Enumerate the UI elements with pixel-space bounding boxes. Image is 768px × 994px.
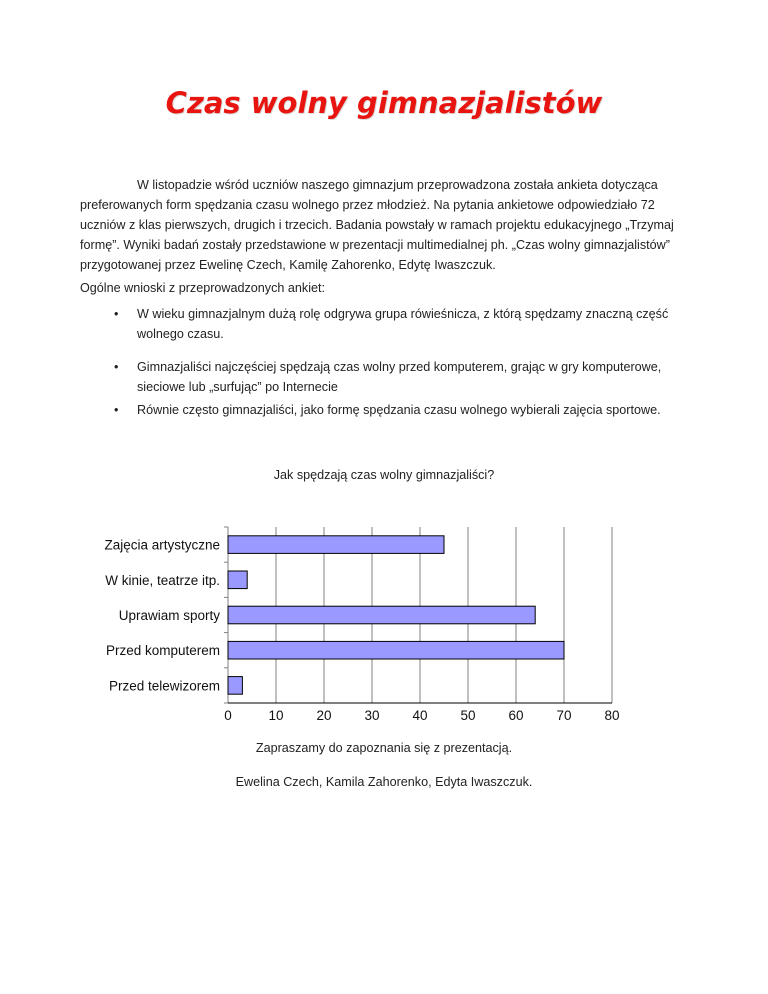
chart-tick-label: 30: [364, 708, 380, 723]
chart-category-label: Przed komputerem: [105, 643, 220, 659]
chart-tick-label: 50: [460, 708, 476, 723]
invite-text: Zapraszamy do zapoznania się z prezentacją.: [255, 741, 513, 755]
chart-bar: [228, 571, 247, 589]
conclusion-text: Równie często gimnazjaliści, jako formę spędzania czasu wolnego wybierali zajęcia sportowe.: [137, 403, 661, 417]
intro-paragraph: W listopadzie wśród uczniów naszego gimnazjum przeprowadzona została ankieta dotycząca preferowanych form spędzania czasu wolnego przez młodzież. Na pytania ankietowe odpowiedziało 72 uczniów z klas pierwszych, drugich i trzecich. Badania powstały w ramach projektu edukacyjnego „Trzymaj formę”. Wyniki badań zostały przedstawione w prezentacji multimedialnej ph. „Czas wolny gimnazjalistów” przygotowanej przez Ewelinę Czech, Kamilę Zahorenko, Edytę Iwaszczuk.: [80, 178, 674, 272]
conclusion-text: W wieku gimnazjalnym dużą rolę odgrywa grupa rówieśnicza, z którą spędzamy znaczną część wolnego czasu.: [137, 307, 669, 341]
conclusions-heading: Ogólne wnioski z przeprowadzonych ankiet:: [80, 281, 326, 295]
bullet-icon: •: [114, 360, 119, 374]
chart-bar: [228, 641, 564, 659]
chart-tick-label: 20: [316, 708, 332, 723]
bullet-icon: •: [114, 307, 119, 321]
document-title: Czas wolny gimnazjalistów: [165, 86, 603, 120]
chart-tick-label: 0: [224, 708, 232, 723]
chart-tick-label: 60: [508, 708, 524, 723]
chart-bars: [228, 536, 564, 694]
chart-category-label: W kinie, teatrze itp.: [105, 572, 220, 588]
bullet-icon: •: [114, 403, 119, 417]
chart-title: Jak spędzają czas wolny gimnazjaliści?: [273, 468, 495, 482]
authors-text: Ewelina Czech, Kamila Zahorenko, Edyta Iwaszczuk.: [235, 775, 533, 789]
chart-bar: [228, 677, 242, 695]
chart-category-label: Uprawiam sporty: [118, 608, 220, 623]
chart-bar: [228, 536, 444, 554]
chart-tick-label: 70: [556, 708, 572, 723]
chart-tick-label: 40: [412, 708, 428, 723]
chart-x-axis: [224, 708, 619, 723]
conclusion-text: Gimnazjaliści najczęściej spędzają czas wolny przed komputerem, grając w gry komputerowe, sieciowe lub „surfując” po Internecie: [137, 360, 662, 394]
chart-category-label: Przed telewizorem: [108, 678, 220, 694]
chart-tick-label: 10: [268, 708, 284, 723]
chart-tick-label: 80: [604, 708, 620, 723]
bar-chart: [0, 510, 768, 740]
chart-bar: [228, 606, 535, 624]
chart-category-labels: [104, 538, 220, 694]
chart-category-label: Zajęcia artystyczne: [104, 537, 220, 553]
